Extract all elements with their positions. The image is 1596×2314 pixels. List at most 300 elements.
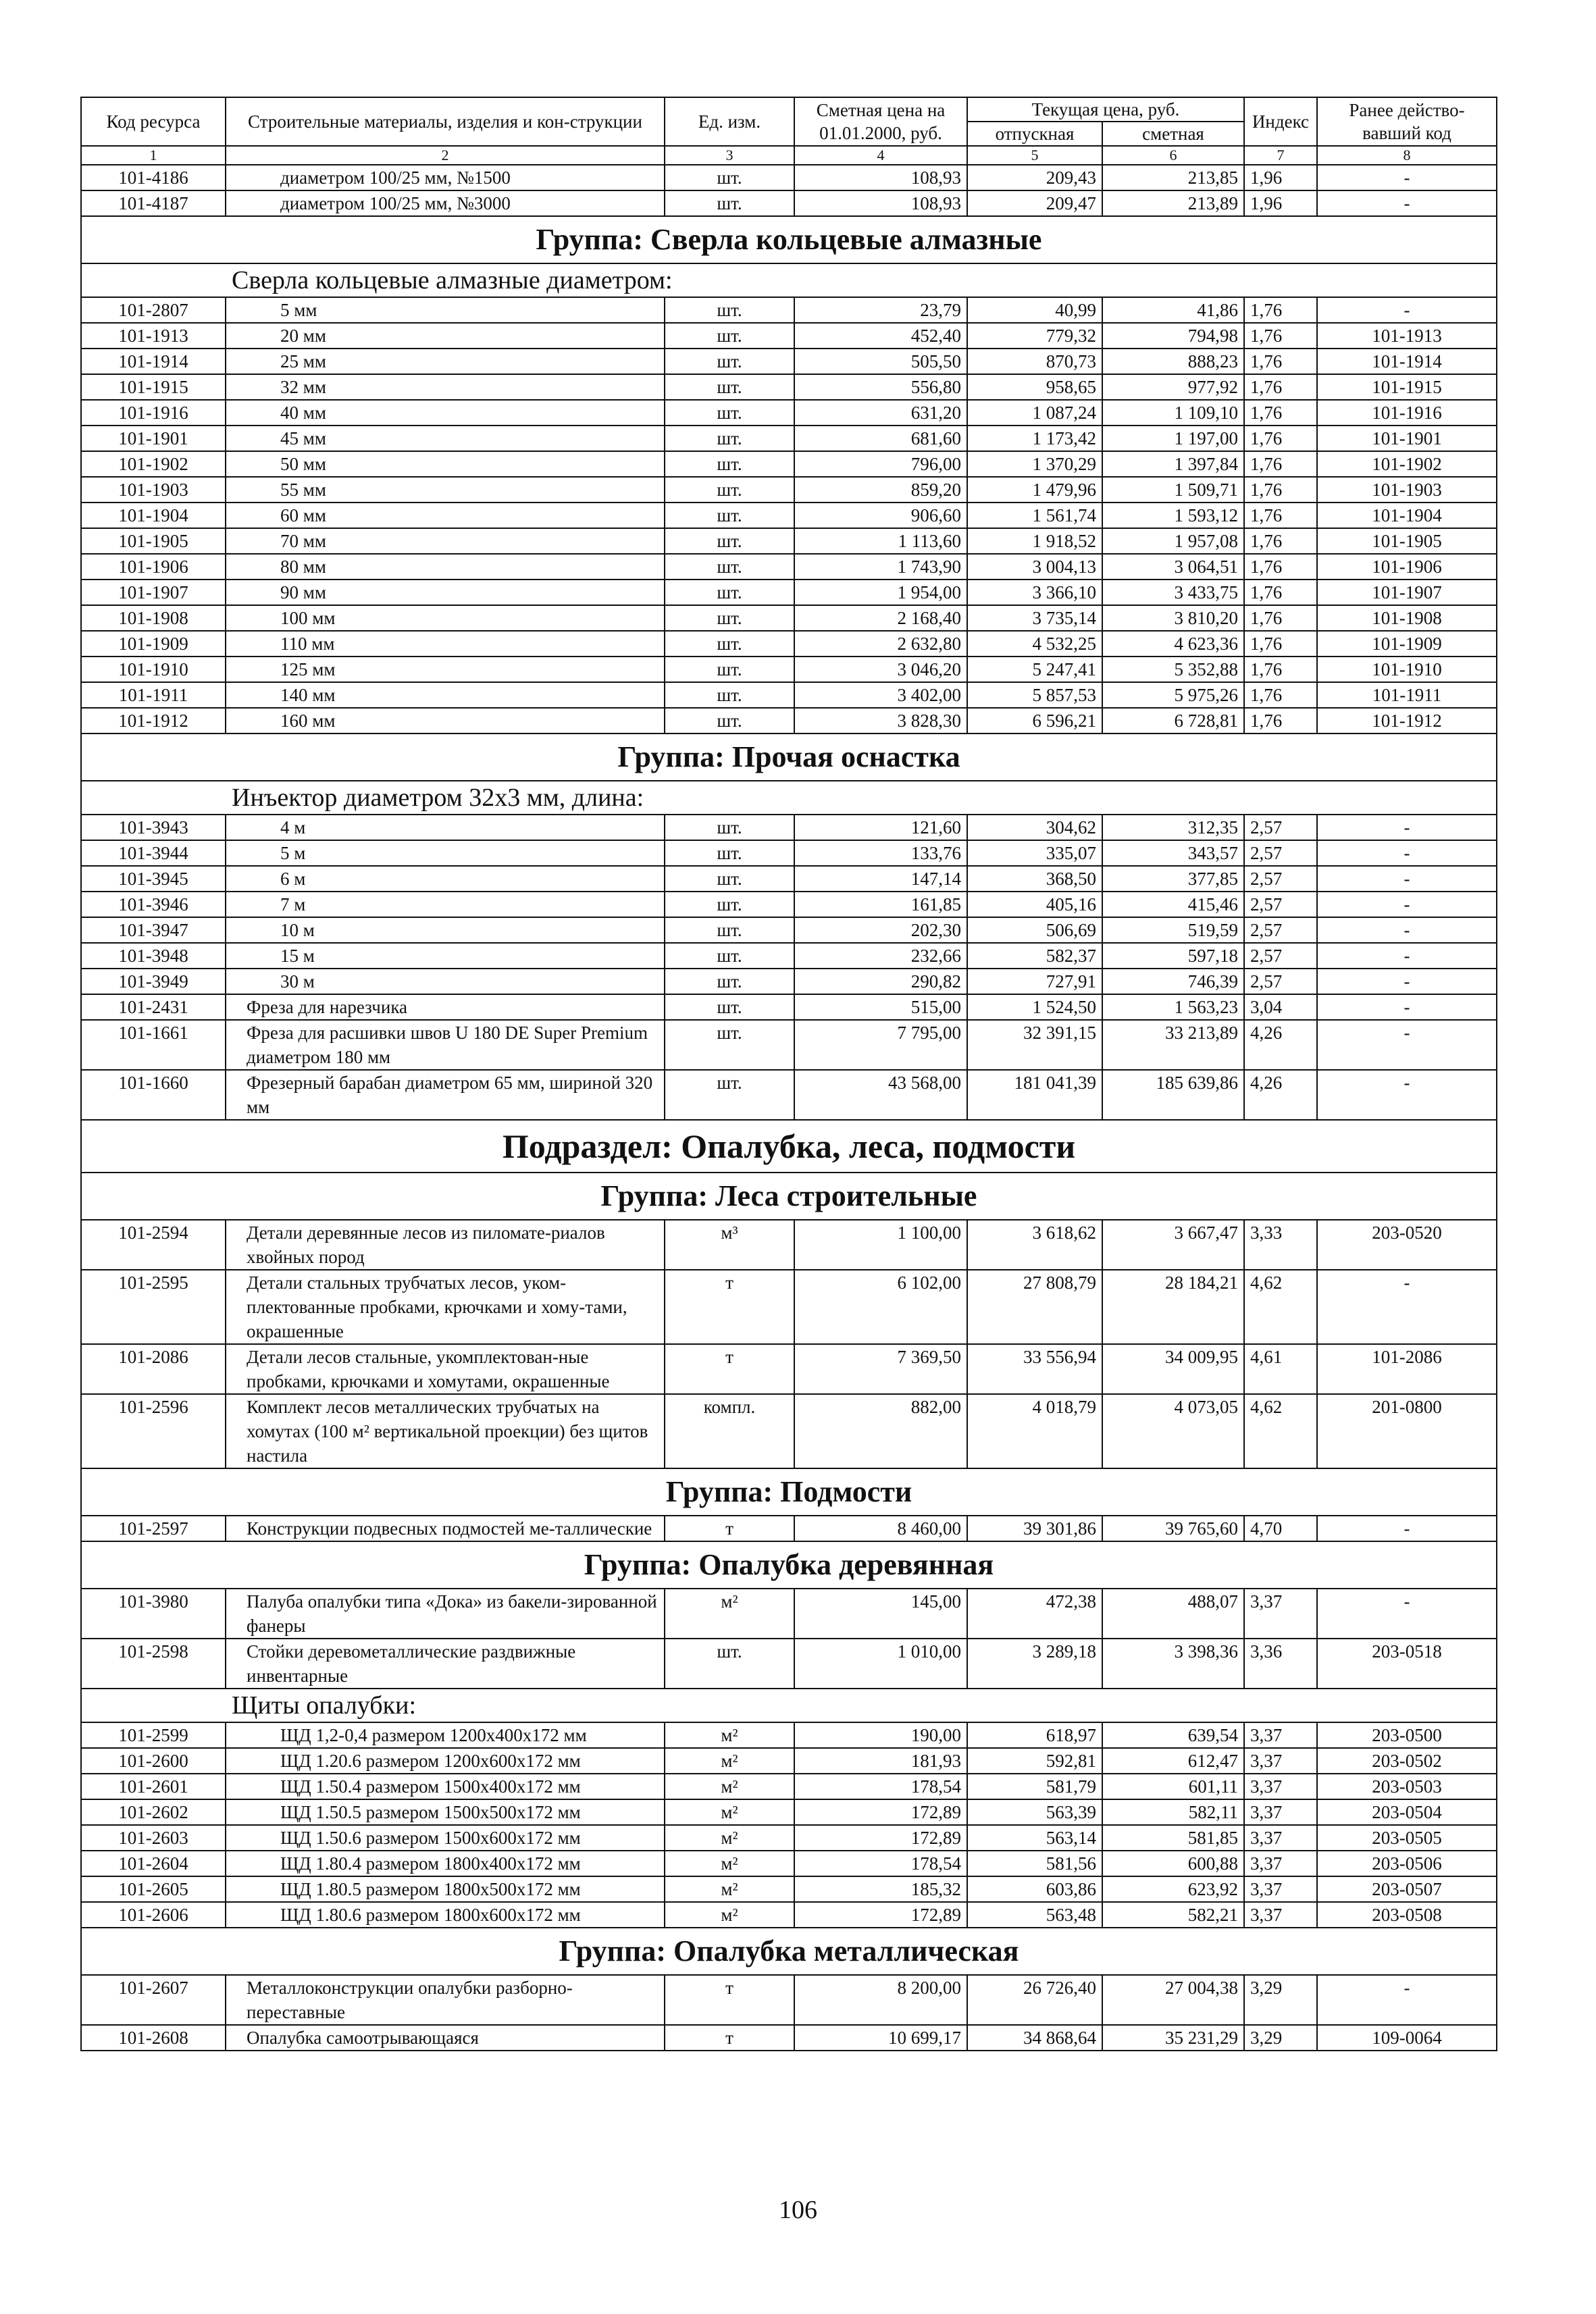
material-name-cell: 110 мм bbox=[226, 631, 665, 657]
material-name-cell: Детали стальных трубчатых лесов, уком-плектованные пробками, крючками и хому-тами, окрашенные bbox=[226, 1270, 665, 1344]
release-price-cell: 3 289,18 bbox=[967, 1639, 1102, 1689]
base-price-cell: 8 200,00 bbox=[794, 1975, 967, 2025]
prev-code-cell: 203-0507 bbox=[1317, 1876, 1497, 1902]
release-price-cell: 5 857,53 bbox=[967, 682, 1102, 708]
index-cell: 2,57 bbox=[1244, 892, 1317, 917]
header-base-price: Сметная цена на 01.01.2000, руб. bbox=[794, 97, 967, 146]
estimate-price-cell: 1 197,00 bbox=[1102, 426, 1244, 451]
prev-code-cell: 203-0520 bbox=[1317, 1220, 1497, 1270]
unit-cell: т bbox=[665, 1975, 794, 2025]
estimate-price-cell: 33 213,89 bbox=[1102, 1020, 1244, 1070]
prev-code-cell: - bbox=[1317, 1070, 1497, 1120]
estimate-price-cell: 5 352,88 bbox=[1102, 657, 1244, 682]
resource-code-cell: 101-2595 bbox=[81, 1270, 226, 1344]
prev-code-cell: - bbox=[1317, 917, 1497, 943]
index-cell: 3,29 bbox=[1244, 1975, 1317, 2025]
index-cell: 3,37 bbox=[1244, 1774, 1317, 1799]
index-cell: 1,76 bbox=[1244, 297, 1317, 323]
index-cell: 1,96 bbox=[1244, 190, 1317, 216]
prev-code-cell: 101-1902 bbox=[1317, 451, 1497, 477]
material-name-cell: Детали деревянные лесов из пиломате-риалов хвойных пород bbox=[226, 1220, 665, 1270]
resource-code-cell: 101-3945 bbox=[81, 866, 226, 892]
material-name-cell: 55 мм bbox=[226, 477, 665, 503]
material-name-cell: Фрезерный барабан диаметром 65 мм, шириной 320 мм bbox=[226, 1070, 665, 1120]
material-name-cell: Детали лесов стальные, укомплектован-ные пробками, крючками и хомутами, окрашенные bbox=[226, 1344, 665, 1394]
resource-code-cell: 101-1902 bbox=[81, 451, 226, 477]
index-cell: 4,62 bbox=[1244, 1270, 1317, 1344]
index-cell: 2,57 bbox=[1244, 840, 1317, 866]
unit-cell: шт. bbox=[665, 297, 794, 323]
index-cell: 4,62 bbox=[1244, 1394, 1317, 1468]
prev-code-cell: 101-1912 bbox=[1317, 708, 1497, 734]
index-cell: 2,57 bbox=[1244, 969, 1317, 994]
table-header-row bbox=[81, 97, 1497, 122]
estimate-price-cell: 612,47 bbox=[1102, 1748, 1244, 1774]
index-cell: 3,37 bbox=[1244, 1722, 1317, 1748]
table-row bbox=[81, 400, 1497, 426]
index-cell: 3,37 bbox=[1244, 1876, 1317, 1902]
material-name-cell: 45 мм bbox=[226, 426, 665, 451]
material-name-cell: 5 м bbox=[226, 840, 665, 866]
release-price-cell: 870,73 bbox=[967, 349, 1102, 374]
release-price-cell: 603,86 bbox=[967, 1876, 1102, 1902]
estimate-price-cell: 3 810,20 bbox=[1102, 605, 1244, 631]
estimate-price-cell: 35 231,29 bbox=[1102, 2025, 1244, 2051]
index-cell: 3,37 bbox=[1244, 1825, 1317, 1851]
section-heading-row bbox=[81, 1120, 1497, 1173]
base-price-cell: 172,89 bbox=[794, 1825, 967, 1851]
estimate-price-cell: 600,88 bbox=[1102, 1851, 1244, 1876]
prev-code-cell: 203-0508 bbox=[1317, 1902, 1497, 1928]
page-number: 106 bbox=[779, 2196, 817, 2224]
column-number: 3 bbox=[665, 146, 794, 165]
unit-cell: шт. bbox=[665, 165, 794, 190]
resource-code-cell: 101-1660 bbox=[81, 1070, 226, 1120]
resource-code-cell: 101-1912 bbox=[81, 708, 226, 734]
release-price-cell: 1 524,50 bbox=[967, 994, 1102, 1020]
table-row bbox=[81, 1516, 1497, 1541]
release-price-cell: 26 726,40 bbox=[967, 1975, 1102, 2025]
unit-cell: м² bbox=[665, 1799, 794, 1825]
group-heading: Группа: Леса строительные bbox=[81, 1173, 1497, 1220]
table-row bbox=[81, 451, 1497, 477]
prev-code-cell: 101-1904 bbox=[1317, 503, 1497, 528]
unit-cell: шт. bbox=[665, 580, 794, 605]
estimate-price-cell: 4 073,05 bbox=[1102, 1394, 1244, 1468]
material-name-cell: Комплект лесов металлических трубчатых на хомутах (100 м² вертикальной проекции) без щитов настила bbox=[226, 1394, 665, 1468]
table-row bbox=[81, 1020, 1497, 1070]
material-name-cell: 70 мм bbox=[226, 528, 665, 554]
estimate-price-cell: 3 398,36 bbox=[1102, 1639, 1244, 1689]
release-price-cell: 40,99 bbox=[967, 297, 1102, 323]
index-cell: 4,26 bbox=[1244, 1020, 1317, 1070]
resource-code-cell: 101-4186 bbox=[81, 165, 226, 190]
resource-code-cell: 101-1911 bbox=[81, 682, 226, 708]
release-price-cell: 563,39 bbox=[967, 1799, 1102, 1825]
base-price-cell: 190,00 bbox=[794, 1722, 967, 1748]
release-price-cell: 6 596,21 bbox=[967, 708, 1102, 734]
unit-cell: шт. bbox=[665, 657, 794, 682]
prev-code-cell: 101-1907 bbox=[1317, 580, 1497, 605]
base-price-cell: 2 168,40 bbox=[794, 605, 967, 631]
prev-code-cell: - bbox=[1317, 1589, 1497, 1639]
material-name-cell: 30 м bbox=[226, 969, 665, 994]
header-prev-code: Ранее действо-вавший код bbox=[1317, 97, 1497, 146]
prev-code-cell: - bbox=[1317, 190, 1497, 216]
index-cell: 3,33 bbox=[1244, 1220, 1317, 1270]
base-price-cell: 1 010,00 bbox=[794, 1639, 967, 1689]
table-row bbox=[81, 866, 1497, 892]
prev-code-cell: 201-0800 bbox=[1317, 1394, 1497, 1468]
table-row bbox=[81, 1639, 1497, 1689]
index-cell: 3,37 bbox=[1244, 1799, 1317, 1825]
resource-code-cell: 101-1916 bbox=[81, 400, 226, 426]
release-price-cell: 32 391,15 bbox=[967, 1020, 1102, 1070]
release-price-cell: 5 247,41 bbox=[967, 657, 1102, 682]
index-cell: 1,76 bbox=[1244, 605, 1317, 631]
index-cell: 1,76 bbox=[1244, 374, 1317, 400]
unit-cell: шт. bbox=[665, 708, 794, 734]
release-price-cell: 3 366,10 bbox=[967, 580, 1102, 605]
estimate-price-cell: 519,59 bbox=[1102, 917, 1244, 943]
unit-cell: т bbox=[665, 1270, 794, 1344]
base-price-cell: 133,76 bbox=[794, 840, 967, 866]
resource-code-cell: 101-2431 bbox=[81, 994, 226, 1020]
release-price-cell: 1 087,24 bbox=[967, 400, 1102, 426]
estimate-price-cell: 5 975,26 bbox=[1102, 682, 1244, 708]
subgroup-heading-row bbox=[81, 1689, 1497, 1722]
base-price-cell: 121,60 bbox=[794, 815, 967, 840]
material-name-cell: ЩД 1.80.6 размером 1800х600х172 мм bbox=[226, 1902, 665, 1928]
prev-code-cell: 203-0518 bbox=[1317, 1639, 1497, 1689]
index-cell: 2,57 bbox=[1244, 943, 1317, 969]
release-price-cell: 582,37 bbox=[967, 943, 1102, 969]
base-price-cell: 145,00 bbox=[794, 1589, 967, 1639]
estimate-price-cell: 27 004,38 bbox=[1102, 1975, 1244, 2025]
material-name-cell: ЩД 1.50.4 размером 1500х400х172 мм bbox=[226, 1774, 665, 1799]
prev-code-cell: 101-1903 bbox=[1317, 477, 1497, 503]
estimate-price-cell: 1 593,12 bbox=[1102, 503, 1244, 528]
column-number: 5 bbox=[967, 146, 1102, 165]
table-row bbox=[81, 190, 1497, 216]
unit-cell: м² bbox=[665, 1748, 794, 1774]
resource-code-cell: 101-1913 bbox=[81, 323, 226, 349]
table-row bbox=[81, 1394, 1497, 1468]
estimate-price-cell: 623,92 bbox=[1102, 1876, 1244, 1902]
unit-cell: м³ bbox=[665, 1220, 794, 1270]
estimate-price-cell: 601,11 bbox=[1102, 1774, 1244, 1799]
release-price-cell: 181 041,39 bbox=[967, 1070, 1102, 1120]
estimate-price-cell: 597,18 bbox=[1102, 943, 1244, 969]
estimate-price-cell: 1 509,71 bbox=[1102, 477, 1244, 503]
resource-code-cell: 101-3948 bbox=[81, 943, 226, 969]
estimate-price-cell: 977,92 bbox=[1102, 374, 1244, 400]
sub-heading: Сверла кольцевые алмазные диаметром: bbox=[81, 263, 1497, 297]
unit-cell: шт. bbox=[665, 892, 794, 917]
table-row bbox=[81, 349, 1497, 374]
release-price-cell: 209,43 bbox=[967, 165, 1102, 190]
unit-cell: шт. bbox=[665, 1020, 794, 1070]
unit-cell: шт. bbox=[665, 943, 794, 969]
table-row bbox=[81, 554, 1497, 580]
prev-code-cell: 109-0064 bbox=[1317, 2025, 1497, 2051]
estimate-price-cell: 1 397,84 bbox=[1102, 451, 1244, 477]
base-price-cell: 906,60 bbox=[794, 503, 967, 528]
price-table bbox=[80, 97, 1497, 2051]
resource-code-cell: 101-2602 bbox=[81, 1799, 226, 1825]
table-row bbox=[81, 1722, 1497, 1748]
resource-code-cell: 101-2607 bbox=[81, 1975, 226, 2025]
base-price-cell: 202,30 bbox=[794, 917, 967, 943]
release-price-cell: 209,47 bbox=[967, 190, 1102, 216]
prev-code-cell: 101-1916 bbox=[1317, 400, 1497, 426]
prev-code-cell: - bbox=[1317, 943, 1497, 969]
header-unit: Ед. изм. bbox=[665, 97, 794, 146]
column-number: 4 bbox=[794, 146, 967, 165]
index-cell: 3,37 bbox=[1244, 1589, 1317, 1639]
base-price-cell: 108,93 bbox=[794, 190, 967, 216]
estimate-price-cell: 488,07 bbox=[1102, 1589, 1244, 1639]
base-price-cell: 882,00 bbox=[794, 1394, 967, 1468]
release-price-cell: 39 301,86 bbox=[967, 1516, 1102, 1541]
estimate-price-cell: 582,11 bbox=[1102, 1799, 1244, 1825]
column-number: 1 bbox=[81, 146, 226, 165]
prev-code-cell: - bbox=[1317, 994, 1497, 1020]
release-price-cell: 33 556,94 bbox=[967, 1344, 1102, 1394]
material-name-cell: диаметром 100/25 мм, №1500 bbox=[226, 165, 665, 190]
header-estimate: сметная bbox=[1102, 122, 1244, 146]
material-name-cell: диаметром 100/25 мм, №3000 bbox=[226, 190, 665, 216]
prev-code-cell: 101-1909 bbox=[1317, 631, 1497, 657]
material-name-cell: 125 мм bbox=[226, 657, 665, 682]
index-cell: 1,76 bbox=[1244, 349, 1317, 374]
prev-code-cell: 101-1915 bbox=[1317, 374, 1497, 400]
estimate-price-cell: 3 667,47 bbox=[1102, 1220, 1244, 1270]
release-price-cell: 506,69 bbox=[967, 917, 1102, 943]
resource-code-cell: 101-2604 bbox=[81, 1851, 226, 1876]
group-heading: Группа: Подмости bbox=[81, 1468, 1497, 1516]
base-price-cell: 2 632,80 bbox=[794, 631, 967, 657]
subgroup-heading-row bbox=[81, 263, 1497, 297]
base-price-cell: 172,89 bbox=[794, 1799, 967, 1825]
unit-cell: шт. bbox=[665, 528, 794, 554]
material-name-cell: Палуба опалубки типа «Дока» из бакели-зированной фанеры bbox=[226, 1589, 665, 1639]
header-release: отпускная bbox=[967, 122, 1102, 146]
material-name-cell: ЩД 1.50.5 размером 1500х500х172 мм bbox=[226, 1799, 665, 1825]
prev-code-cell: - bbox=[1317, 866, 1497, 892]
base-price-cell: 161,85 bbox=[794, 892, 967, 917]
release-price-cell: 1 561,74 bbox=[967, 503, 1102, 528]
material-name-cell: 20 мм bbox=[226, 323, 665, 349]
index-cell: 1,76 bbox=[1244, 451, 1317, 477]
material-name-cell: 10 м bbox=[226, 917, 665, 943]
table-row bbox=[81, 1902, 1497, 1928]
estimate-price-cell: 34 009,95 bbox=[1102, 1344, 1244, 1394]
release-price-cell: 4 532,25 bbox=[967, 631, 1102, 657]
group-heading: Группа: Сверла кольцевые алмазные bbox=[81, 216, 1497, 263]
group-heading-row bbox=[81, 1173, 1497, 1220]
resource-code-cell: 101-3980 bbox=[81, 1589, 226, 1639]
resource-code-cell: 101-1901 bbox=[81, 426, 226, 451]
base-price-cell: 181,93 bbox=[794, 1748, 967, 1774]
table-row bbox=[81, 994, 1497, 1020]
resource-code-cell: 101-1908 bbox=[81, 605, 226, 631]
base-price-cell: 147,14 bbox=[794, 866, 967, 892]
prev-code-cell: 101-1906 bbox=[1317, 554, 1497, 580]
base-price-cell: 681,60 bbox=[794, 426, 967, 451]
material-name-cell: Фреза для нарезчика bbox=[226, 994, 665, 1020]
index-cell: 4,70 bbox=[1244, 1516, 1317, 1541]
table-row bbox=[81, 682, 1497, 708]
estimate-price-cell: 41,86 bbox=[1102, 297, 1244, 323]
material-name-cell: 32 мм bbox=[226, 374, 665, 400]
prev-code-cell: - bbox=[1317, 815, 1497, 840]
resource-code-cell: 101-2807 bbox=[81, 297, 226, 323]
price-table-sheet bbox=[80, 97, 1496, 2051]
release-price-cell: 779,32 bbox=[967, 323, 1102, 349]
base-price-cell: 1 954,00 bbox=[794, 580, 967, 605]
prev-code-cell: 203-0503 bbox=[1317, 1774, 1497, 1799]
table-row bbox=[81, 1589, 1497, 1639]
unit-cell: шт. bbox=[665, 374, 794, 400]
unit-cell: м² bbox=[665, 1589, 794, 1639]
table-row bbox=[81, 297, 1497, 323]
resource-code-cell: 101-2606 bbox=[81, 1902, 226, 1928]
release-price-cell: 1 479,96 bbox=[967, 477, 1102, 503]
column-number: 6 bbox=[1102, 146, 1244, 165]
release-price-cell: 27 808,79 bbox=[967, 1270, 1102, 1344]
table-body bbox=[81, 165, 1497, 2051]
group-heading: Группа: Прочая оснастка bbox=[81, 734, 1497, 781]
index-cell: 3,37 bbox=[1244, 1748, 1317, 1774]
resource-code-cell: 101-1903 bbox=[81, 477, 226, 503]
table-row bbox=[81, 815, 1497, 840]
material-name-cell: ЩД 1.80.5 размером 1800х500х172 мм bbox=[226, 1876, 665, 1902]
estimate-price-cell: 343,57 bbox=[1102, 840, 1244, 866]
estimate-price-cell: 6 728,81 bbox=[1102, 708, 1244, 734]
prev-code-cell: - bbox=[1317, 1270, 1497, 1344]
estimate-price-cell: 213,85 bbox=[1102, 165, 1244, 190]
unit-cell: м² bbox=[665, 1876, 794, 1902]
estimate-price-cell: 582,21 bbox=[1102, 1902, 1244, 1928]
estimate-price-cell: 4 623,36 bbox=[1102, 631, 1244, 657]
prev-code-cell: 101-1901 bbox=[1317, 426, 1497, 451]
estimate-price-cell: 415,46 bbox=[1102, 892, 1244, 917]
resource-code-cell: 101-3949 bbox=[81, 969, 226, 994]
material-name-cell: 100 мм bbox=[226, 605, 665, 631]
base-price-cell: 23,79 bbox=[794, 297, 967, 323]
prev-code-cell: 101-1905 bbox=[1317, 528, 1497, 554]
index-cell: 1,76 bbox=[1244, 400, 1317, 426]
resource-code-cell: 101-1661 bbox=[81, 1020, 226, 1070]
base-price-cell: 8 460,00 bbox=[794, 1516, 967, 1541]
resource-code-cell: 101-2597 bbox=[81, 1516, 226, 1541]
release-price-cell: 335,07 bbox=[967, 840, 1102, 866]
estimate-price-cell: 213,89 bbox=[1102, 190, 1244, 216]
material-name-cell: 4 м bbox=[226, 815, 665, 840]
table-row bbox=[81, 605, 1497, 631]
table-row bbox=[81, 969, 1497, 994]
estimate-price-cell: 639,54 bbox=[1102, 1722, 1244, 1748]
table-row bbox=[81, 528, 1497, 554]
resource-code-cell: 101-1906 bbox=[81, 554, 226, 580]
index-cell: 3,37 bbox=[1244, 1902, 1317, 1928]
material-name-cell: ЩД 1.80.4 размером 1800х400х172 мм bbox=[226, 1851, 665, 1876]
table-row bbox=[81, 323, 1497, 349]
resource-code-cell: 101-2600 bbox=[81, 1748, 226, 1774]
base-price-cell: 1 100,00 bbox=[794, 1220, 967, 1270]
prev-code-cell: 101-1908 bbox=[1317, 605, 1497, 631]
base-price-cell: 10 699,17 bbox=[794, 2025, 967, 2051]
index-cell: 4,26 bbox=[1244, 1070, 1317, 1120]
table-row bbox=[81, 1799, 1497, 1825]
index-cell: 1,76 bbox=[1244, 554, 1317, 580]
prev-code-cell: - bbox=[1317, 297, 1497, 323]
group-heading: Группа: Опалубка металлическая bbox=[81, 1928, 1497, 1975]
unit-cell: шт. bbox=[665, 917, 794, 943]
resource-code-cell: 101-1915 bbox=[81, 374, 226, 400]
release-price-cell: 592,81 bbox=[967, 1748, 1102, 1774]
base-price-cell: 108,93 bbox=[794, 165, 967, 190]
material-name-cell: 50 мм bbox=[226, 451, 665, 477]
unit-cell: шт. bbox=[665, 1639, 794, 1689]
material-name-cell: 7 м bbox=[226, 892, 665, 917]
release-price-cell: 34 868,64 bbox=[967, 2025, 1102, 2051]
prev-code-cell: - bbox=[1317, 840, 1497, 866]
base-price-cell: 3 402,00 bbox=[794, 682, 967, 708]
table-row bbox=[81, 165, 1497, 190]
prev-code-cell: - bbox=[1317, 892, 1497, 917]
material-name-cell: 80 мм bbox=[226, 554, 665, 580]
prev-code-cell: 101-1910 bbox=[1317, 657, 1497, 682]
release-price-cell: 3 618,62 bbox=[967, 1220, 1102, 1270]
resource-code-cell: 101-1907 bbox=[81, 580, 226, 605]
resource-code-cell: 101-3944 bbox=[81, 840, 226, 866]
header-name: Строительные материалы, изделия и кон-струкции bbox=[226, 97, 665, 146]
table-row bbox=[81, 477, 1497, 503]
table-row bbox=[81, 1220, 1497, 1270]
base-price-cell: 7 795,00 bbox=[794, 1020, 967, 1070]
table-row bbox=[81, 503, 1497, 528]
table-row bbox=[81, 708, 1497, 734]
release-price-cell: 581,79 bbox=[967, 1774, 1102, 1799]
unit-cell: т bbox=[665, 1344, 794, 1394]
release-price-cell: 581,56 bbox=[967, 1851, 1102, 1876]
index-cell: 3,04 bbox=[1244, 994, 1317, 1020]
column-number: 7 bbox=[1244, 146, 1317, 165]
prev-code-cell: 203-0500 bbox=[1317, 1722, 1497, 1748]
table-row bbox=[81, 1876, 1497, 1902]
unit-cell: т bbox=[665, 1516, 794, 1541]
base-price-cell: 1 743,90 bbox=[794, 554, 967, 580]
index-cell: 3,37 bbox=[1244, 1851, 1317, 1876]
release-price-cell: 1 918,52 bbox=[967, 528, 1102, 554]
release-price-cell: 1 173,42 bbox=[967, 426, 1102, 451]
base-price-cell: 796,00 bbox=[794, 451, 967, 477]
table-row bbox=[81, 943, 1497, 969]
prev-code-cell: 203-0506 bbox=[1317, 1851, 1497, 1876]
release-price-cell: 304,62 bbox=[967, 815, 1102, 840]
material-name-cell: 5 мм bbox=[226, 297, 665, 323]
base-price-cell: 43 568,00 bbox=[794, 1070, 967, 1120]
index-cell: 1,76 bbox=[1244, 657, 1317, 682]
resource-code-cell: 101-1909 bbox=[81, 631, 226, 657]
index-cell: 1,76 bbox=[1244, 708, 1317, 734]
unit-cell: шт. bbox=[665, 503, 794, 528]
base-price-cell: 172,89 bbox=[794, 1902, 967, 1928]
table-row bbox=[81, 917, 1497, 943]
resource-code-cell: 101-4187 bbox=[81, 190, 226, 216]
